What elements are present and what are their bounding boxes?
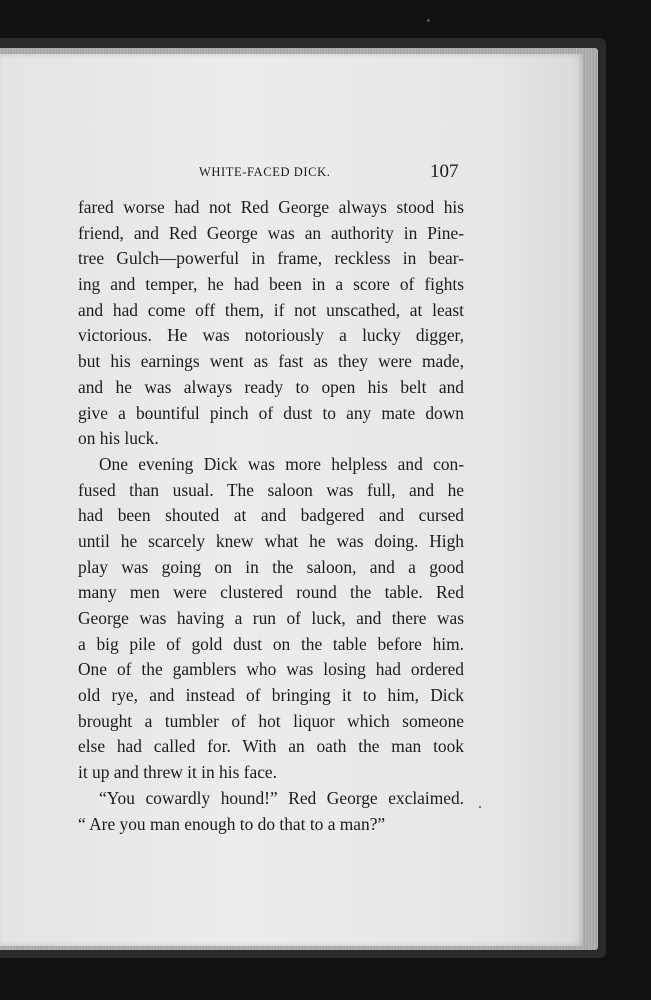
text-line: until he scarcely knew what he was doing. High xyxy=(78,530,464,551)
text-line: and had come off them, if not unscathed, at least xyxy=(78,299,464,320)
text-line: else had called for. With an oath the man took xyxy=(78,736,464,757)
page-number: 107 xyxy=(430,161,459,182)
text-line: give a bountiful pinch of dust to any mate down xyxy=(78,402,464,423)
text-line: One evening Dick was more helpless and con- xyxy=(99,453,464,474)
text-line: and he was always ready to open his belt and xyxy=(78,376,464,397)
dust-speck xyxy=(479,806,481,808)
text-line: but his earnings went as fast as they were made, xyxy=(78,351,464,372)
text-line: old rye, and instead of bringing it to him, Dick xyxy=(78,685,464,706)
text-line: had been shouted at and badgered and cursed xyxy=(78,505,464,526)
text-line: fused than usual. The saloon was full, and he xyxy=(78,479,464,500)
text-line: fared worse had not Red George always stood his xyxy=(78,197,464,217)
text-line: play was going on in the saloon, and a good xyxy=(78,556,464,577)
running-head xyxy=(0,161,651,191)
text-line: “You cowardly hound!” Red George exclaimed. xyxy=(99,787,464,808)
text-line: it up and threw it in his face. xyxy=(78,762,277,783)
body-text xyxy=(78,195,464,837)
text-line: brought a tumbler of hot liquor which someone xyxy=(78,710,464,731)
text-line: a big pile of gold dust on the table before him. xyxy=(78,633,464,654)
text-line: tree Gulch—powerful in frame, reckless in bear- xyxy=(78,248,464,269)
text-line: on his luck. xyxy=(78,428,159,449)
text-line: ing and temper, he had been in a score of fights xyxy=(78,274,464,295)
text-line: “ Are you man enough to do that to a man?” xyxy=(78,813,386,834)
text-line: George was having a run of luck, and there was xyxy=(78,608,464,628)
text-line: One of the gamblers who was losing had ordered xyxy=(78,659,464,680)
dust-speck xyxy=(427,19,430,22)
text-line: friend, and Red George was an authority in Pine- xyxy=(78,222,464,243)
text-line: victorious. He was notoriously a lucky digger, xyxy=(78,325,464,346)
running-head-title: WHITE-FACED DICK. xyxy=(199,165,331,179)
text-line: many men were clustered round the table. Red xyxy=(78,582,464,603)
